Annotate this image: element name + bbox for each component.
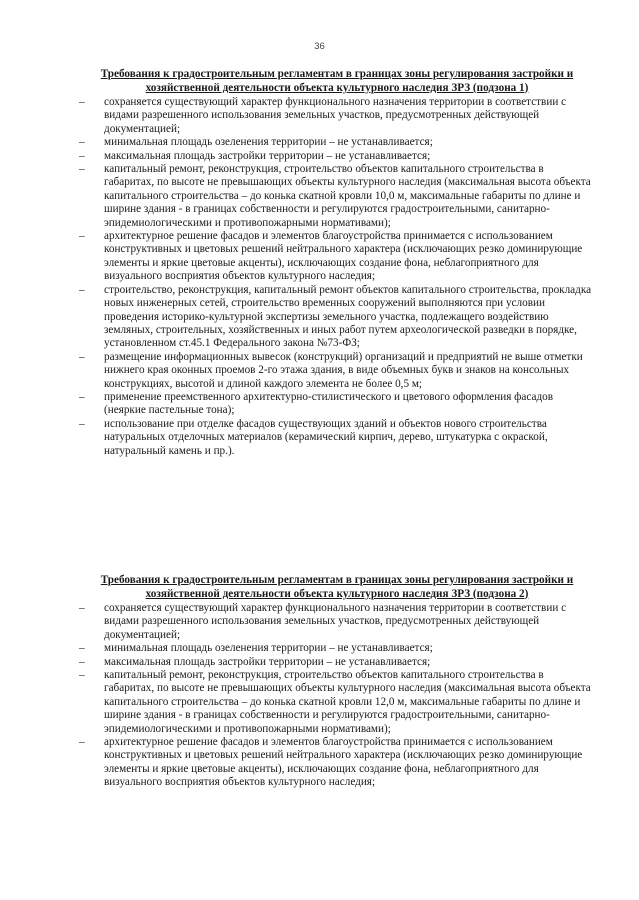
- requirements-list: [78, 96, 596, 458]
- list-item: [78, 351, 596, 391]
- dash-bullet: –: [79, 602, 85, 614]
- page-number: 36: [314, 41, 325, 52]
- dash-bullet: –: [79, 96, 85, 108]
- list-item-text: минимальная площадь озеленения территории – не устанавливается;: [104, 642, 433, 655]
- list-item-text: применение преемственного архитектурно-стилистического и цветового оформления фасадов (неяркие пастельные тона);: [104, 390, 554, 417]
- list-item-text: строительство, реконструкция, капитальный ремонт объектов капитального строительства, прокладка новых инженерных сетей, строительство временных сооружений выполняются при условии проведения историко-культурной экспертизы земельного участка, подлежащего воздействию земляных, строительных, хозяйственных и иных работ путем археологической разведки в порядке, установленном ст.45.1 Федерального закона №73-ФЗ;: [104, 283, 592, 350]
- list-item: [78, 150, 596, 163]
- list-item: [78, 736, 596, 790]
- dash-bullet: –: [79, 642, 85, 655]
- list-item-text: архитектурное решение фасадов и элементов благоустройства принимается с использованием конструктивных и цветовых решений нейтрального характера (исключающих резко доминирующие элементы и яркие цветовые акценты), исключающих создание фона, неблагоприятного для визуального восприятия объектов культурного наследия;: [104, 736, 583, 789]
- list-item: [78, 136, 596, 149]
- dash-bullet: –: [79, 669, 85, 682]
- list-item-text: максимальная площадь застройки территории – не устанавливается;: [104, 655, 431, 668]
- dash-bullet: –: [79, 283, 85, 296]
- dash-bullet: –: [79, 230, 85, 243]
- list-item-text: сохраняется существующий характер функционального назначения территории в соответствии с видами разрешенного использования земельных участков, предусмотренных действующей документацией;: [104, 602, 567, 641]
- list-item: [78, 669, 596, 736]
- list-item-text: сохраняется существующий характер функционального назначения территории в соответствии с видами разрешенного использования земельных участков, предусмотренных действующей документацией;: [104, 96, 567, 135]
- list-item-text: архитектурное решение фасадов и элементов благоустройства принимается с использованием конструктивных и цветовых решений нейтрального характера (исключающих резко доминирующие элементы и яркие цветовые акценты), исключающих создание фона, неблагоприятного для визуального восприятия объектов культурного наследия;: [104, 230, 583, 283]
- dash-bullet: –: [79, 736, 85, 749]
- list-item-text: максимальная площадь застройки территории – не устанавливается;: [104, 149, 431, 162]
- list-item: [78, 602, 596, 642]
- list-item: [78, 418, 596, 458]
- dash-bullet: –: [79, 655, 85, 668]
- dash-bullet: –: [79, 417, 85, 430]
- dash-bullet: –: [79, 149, 85, 162]
- list-item-text: размещение информационных вывесок (конструкций) организаций и предприятий не выше отметки нижнего края оконных проемов 2-го этажа здания, в виде объемных букв и знаков на консольных конструкциях, высотой и длиной каждого элемента не более 0,5 м;: [104, 350, 583, 390]
- list-item: [78, 96, 596, 136]
- dash-bullet: –: [79, 350, 85, 363]
- dash-bullet: –: [79, 163, 85, 176]
- list-item: [78, 642, 596, 655]
- requirements-list: [78, 602, 596, 790]
- list-item: [78, 284, 596, 351]
- section-zrz-subzone-1: [78, 68, 596, 458]
- dash-bullet: –: [79, 390, 85, 403]
- list-item-text: капитальный ремонт, реконструкция, строительство объектов капитального строительства в габаритах, по высоте не превышающих объекты культурного наследия (максимальная высота объекта капитального строительства – до конька скатной кровли 12,0 м, максимальные габариты по длине и ширине здания - в границах собственности и регулируются градостроительными, санитарно-эпидемиологическими и противопожарными нормативами);: [104, 669, 591, 735]
- list-item-text: капитальный ремонт, реконструкция, строительство объектов капитального строительства в габаритах, по высоте не превышающих объекты культурного наследия (максимальная высота объекта капитального строительства – до конька скатной кровли 10,0 м, максимальные габариты по длине и ширине здания - в границах собственности и регулируются градостроительными, санитарно-эпидемиологическими и противопожарными нормативами);: [104, 163, 591, 229]
- list-item: [78, 391, 596, 418]
- list-item: [78, 163, 596, 230]
- list-item-text: минимальная площадь озеленения территории – не устанавливается;: [104, 136, 433, 149]
- section-zrz-subzone-2: [78, 574, 596, 790]
- dash-bullet: –: [79, 136, 85, 149]
- list-item: [78, 656, 596, 669]
- list-item-text: использование при отделке фасадов существующих зданий и объектов нового строительства натуральных отделочных материалов (керамический кирпич, дерево, штукатурка с окраской, натуральный камень и пр.).: [104, 417, 548, 457]
- list-item: [78, 230, 596, 284]
- section-heading: Требования к градостроительным регламентам в границах зоны регулирования застройки и хозяйственной деятельности объекта культурного наследия ЗРЗ (подзона 1): [100, 68, 574, 94]
- section-heading: Требования к градостроительным регламентам в границах зоны регулирования застройки и хозяйственной деятельности объекта культурного наследия ЗРЗ (подзона 2): [100, 574, 574, 600]
